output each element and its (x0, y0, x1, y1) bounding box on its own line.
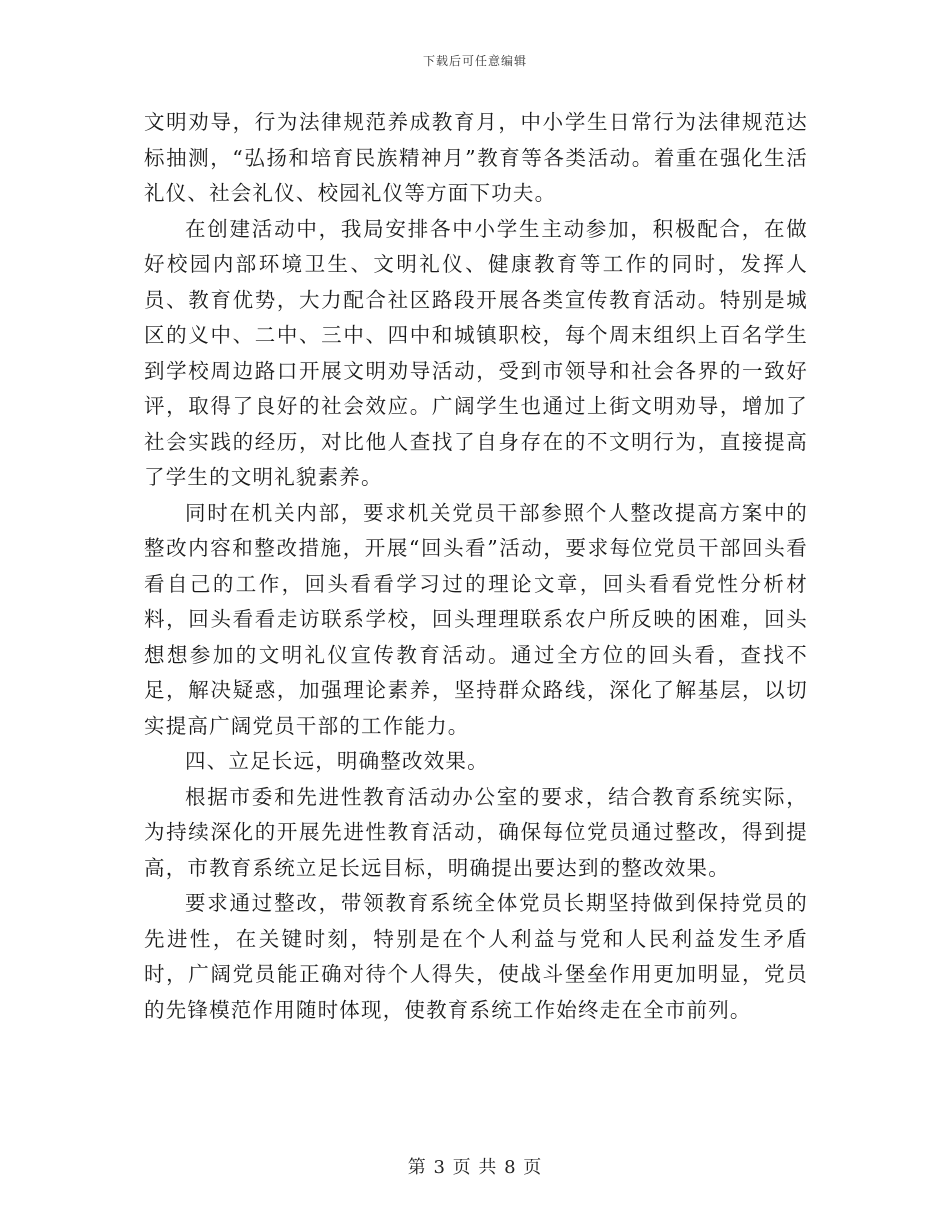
paragraph-rectification-requirement: 要求通过整改，带领教育系统全体党员长期坚持做到保持党员的先进性，在关键时刻，特别是在个人利益与党和人民利益发生矛盾时，广阔党员能正确对待个人得失，使战斗堡垒作用更加明显，党员的先锋模范作用随时体现，使教育系统工作始终走在全市前列。 (144, 891, 808, 1022)
paragraph-look-back-activity: 同时在机关内部，要求机关党员干部参照个人整改提高方案中的整改内容和整改措施，开展“回头看”活动，要求每位党员干部回头看看自己的工作，回头看看学习过的理论文章，回头看看党性分析材料，回头看看走访联系学校，回头理理联系农户所反映的困难，回头想想参加的文明礼仪宣传教育活动。通过全方位的回头看，查找不足，解决疑惑，加强理论素养，坚持群众路线，深化了解基层，以切实提高广阔党员干部的工作能力。 (144, 500, 808, 738)
section-heading-four: 四、立足长远，明确整改效果。 (185, 749, 489, 773)
page-number-footer: 第 3 页 共 8 页 (407, 1157, 543, 1178)
page-header-note: 下载后可任意编辑 (422, 54, 527, 68)
paragraph-rectification-goal: 根据市委和先进性教育活动办公室的要求，结合教育系统实际，为持续深化的开展先进性教育活动，确保每位党员通过整改，得到提高，市教育系统立足长远目标，明确提出要达到的整改效果。 (144, 784, 808, 880)
paragraph-continuation: 文明劝导，行为法律规范养成教育月，中小学生日常行为法律规范达标抽测，“弘扬和培育民族精神月”教育等各类活动。着重在强化生活礼仪、社会礼仪、校园礼仪等方面下功夫。 (144, 110, 808, 205)
paragraph-creation-activity: 在创建活动中，我局安排各中小学生主动参加，积极配合，在做好校园内部环境卫生、文明礼仪、健康教育等工作的同时，发挥人员、教育优势，大力配合社区路段开展各类宣传教育活动。特别是城区的义中、二中、三中、四中和城镇职校，每个周末组织上百名学生到学校周边路口开展文明劝导活动，受到市领导和社会各界的一致好评，取得了良好的社会效应。广阔学生也通过上街文明劝导，增加了社会实践的经历，对比他人查找了自身存在的不文明行为，直接提高了学生的文明礼貌素养。 (144, 216, 808, 489)
document-body (144, 105, 808, 1028)
